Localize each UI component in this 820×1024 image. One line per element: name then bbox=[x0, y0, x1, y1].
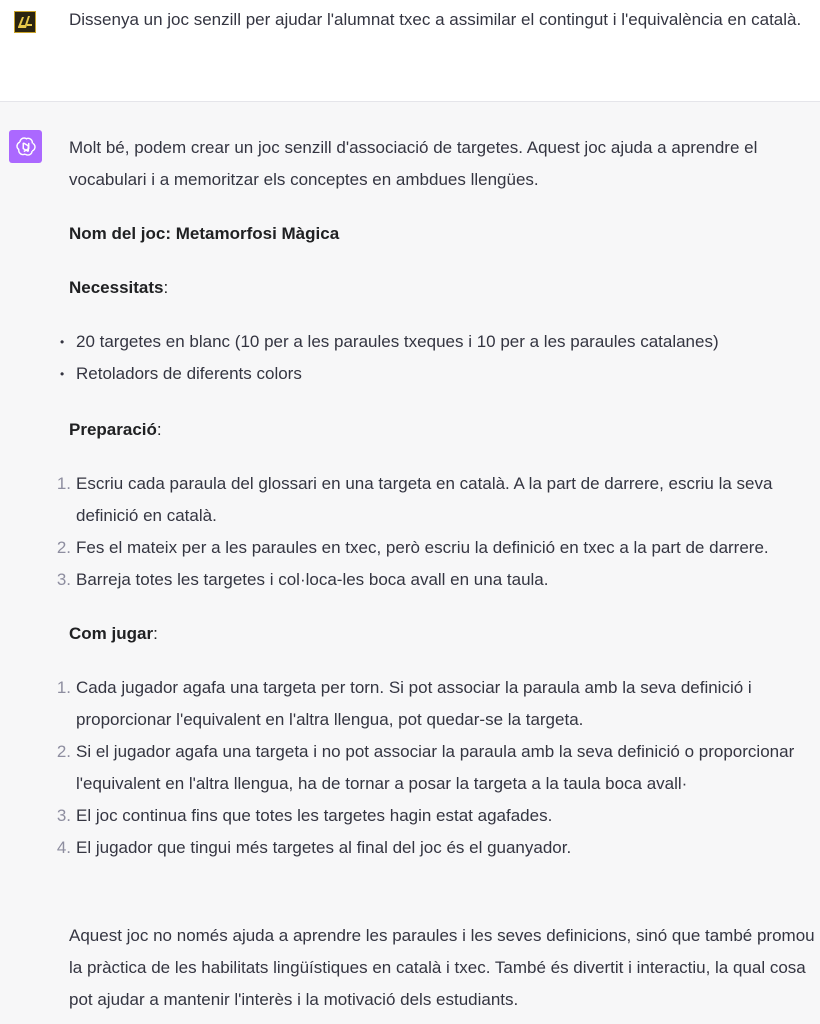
bullet-icon: • bbox=[60, 367, 65, 381]
list-item: 2. Fes el mateix per a les paraules en txec, però escriu la definició en txec a la part de darrere. bbox=[56, 538, 769, 557]
needs-heading-label: Necessitats bbox=[69, 278, 164, 297]
user-message-row bbox=[0, 0, 820, 102]
prep-steps-list bbox=[53, 468, 813, 596]
openai-logo-icon bbox=[9, 130, 42, 163]
list-item: 3. Barreja totes les targetes i col·loca-les boca avall en una taula. bbox=[56, 570, 549, 589]
list-item: 3. El joc continua fins que totes les targetes hagin estat agafades. bbox=[56, 806, 553, 825]
prep-heading: Preparació: bbox=[69, 420, 162, 439]
list-item: • 20 targetes en blanc (10 per a les paraules txeques i 10 per a les paraules catalanes) bbox=[53, 326, 813, 358]
list-item: 1. Escriu cada paraula del glossari en una targeta en català. A la part de darrere, escriu la seva definició en català. bbox=[56, 474, 773, 525]
play-heading-label: Com jugar bbox=[69, 624, 154, 643]
play-heading: Com jugar: bbox=[69, 624, 158, 643]
list-item: • Retoladors de diferents colors bbox=[53, 358, 813, 390]
play-steps-list bbox=[53, 672, 813, 864]
list-item: 4. El jugador que tingui més targetes al final del joc és el guanyador. bbox=[56, 838, 572, 857]
user-message-text: Dissenya un joc senzill per ajudar l'alumnat txec a assimilar el contingut i l'equivalència en català. bbox=[69, 10, 802, 29]
assistant-message-row bbox=[0, 102, 820, 1024]
game-name-heading: Nom del joc: Metamorfosi Màgica bbox=[69, 224, 340, 243]
needs-list bbox=[53, 326, 813, 390]
intro-paragraph: Molt bé, podem crear un joc senzill d'associació de targetes. Aquest joc ajuda a aprendre el vocabulari i a memoritzar els conceptes en ambdues llengües. bbox=[69, 138, 758, 189]
needs-heading: Necessitats: bbox=[69, 278, 169, 297]
list-item: 1. Cada jugador agafa una targeta per torn. Si pot associar la paraula amb la seva definició i proporcionar l'equivalent en l'altra llengua, pot quedar-se la targeta. bbox=[56, 678, 752, 729]
list-item: 2. Si el jugador agafa una targeta i no pot associar la paraula amb la seva definició o proporcionar l'equivalent en l'altra llengua, ha de tornar a posar la targeta a la taula boca avall· bbox=[56, 742, 795, 793]
conclusion-paragraph: Aquest joc no només ajuda a aprendre les paraules i les seves definicions, sinó que també promou la pràctica de les habilitats lingüístiques en català i txec. També és divertit i interactiu, la qual cosa pot ajudar a mantenir l'interès i la motivació dels estudiants. bbox=[69, 926, 815, 1009]
bullet-icon: • bbox=[60, 335, 65, 349]
prep-heading-label: Preparació bbox=[69, 420, 157, 439]
user-avatar-icon bbox=[14, 11, 36, 33]
